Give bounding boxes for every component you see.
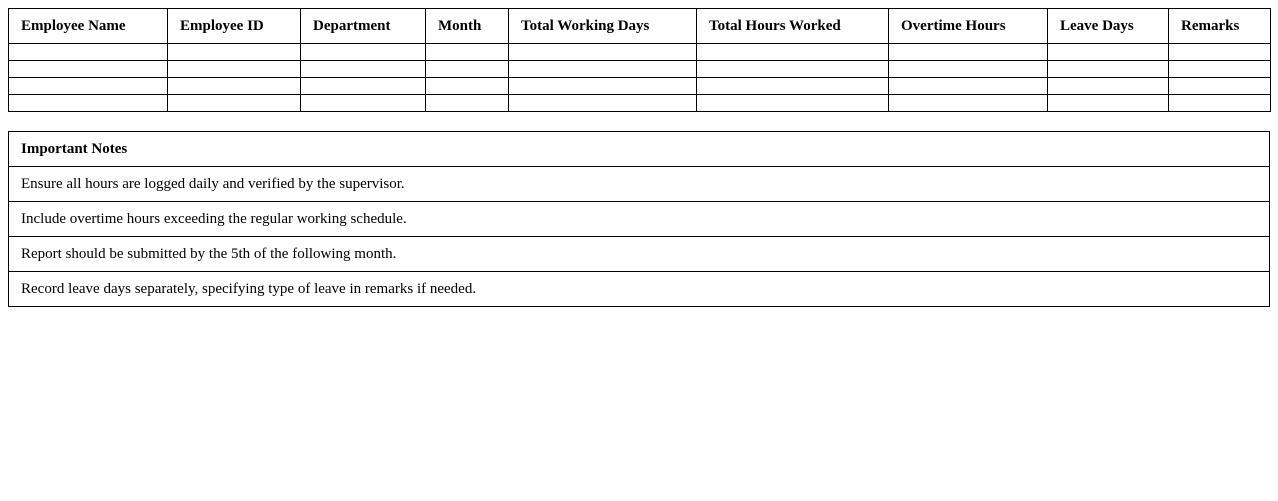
header-row [9,9,1271,44]
table-cell[interactable] [301,44,426,61]
column-header-remarks: Remarks [1169,9,1271,44]
table-row [9,78,1271,95]
column-header-overtime-hours: Overtime Hours [889,9,1048,44]
table-cell[interactable] [9,61,168,78]
table-cell[interactable] [509,95,697,112]
table-cell[interactable] [889,95,1048,112]
note-text: Include overtime hours exceeding the regular working schedule. [9,202,1270,237]
table-cell[interactable] [1048,44,1169,61]
table-cell[interactable] [168,78,301,95]
table-cell[interactable] [697,44,889,61]
table-cell[interactable] [301,78,426,95]
list-item [9,237,1270,272]
document-sheet [8,8,1270,307]
table-cell[interactable] [889,78,1048,95]
table-row [9,44,1271,61]
table-cell[interactable] [9,78,168,95]
note-text: Record leave days separately, specifying type of leave in remarks if needed. [9,272,1270,307]
table-cell[interactable] [697,95,889,112]
table-cell[interactable] [1048,78,1169,95]
table-cell[interactable] [426,78,509,95]
timesheet-table [8,8,1271,112]
column-header-leave-days: Leave Days [1048,9,1169,44]
table-cell[interactable] [697,78,889,95]
table-cell[interactable] [697,61,889,78]
table-cell[interactable] [426,61,509,78]
list-item [9,202,1270,237]
important-notes-table [8,131,1270,307]
column-header-month: Month [426,9,509,44]
table-cell[interactable] [168,95,301,112]
column-header-employee-id: Employee ID [168,9,301,44]
table-cell[interactable] [509,61,697,78]
table-row [9,61,1271,78]
table-cell[interactable] [1169,44,1271,61]
column-header-total-working-days: Total Working Days [509,9,697,44]
column-header-total-hours-worked: Total Hours Worked [697,9,889,44]
table-cell[interactable] [9,44,168,61]
table-cell[interactable] [168,61,301,78]
table-cell[interactable] [1169,61,1271,78]
table-cell[interactable] [509,78,697,95]
notes-title: Important Notes [9,132,1270,167]
note-text: Ensure all hours are logged daily and verified by the supervisor. [9,167,1270,202]
table-cell[interactable] [426,44,509,61]
column-header-department: Department [301,9,426,44]
table-cell[interactable] [426,95,509,112]
notes-title-row [9,132,1270,167]
list-item [9,167,1270,202]
table-cell[interactable] [509,44,697,61]
column-header-employee-name: Employee Name [9,9,168,44]
timesheet-body [9,44,1271,112]
table-cell[interactable] [9,95,168,112]
table-row [9,95,1271,112]
table-cell[interactable] [1169,78,1271,95]
table-cell[interactable] [168,44,301,61]
table-cell[interactable] [889,44,1048,61]
table-cell[interactable] [1169,95,1271,112]
table-cell[interactable] [889,61,1048,78]
list-item [9,272,1270,307]
note-text: Report should be submitted by the 5th of the following month. [9,237,1270,272]
table-cell[interactable] [301,95,426,112]
table-cell[interactable] [301,61,426,78]
timesheet-header [9,9,1271,44]
table-cell[interactable] [1048,61,1169,78]
table-cell[interactable] [1048,95,1169,112]
